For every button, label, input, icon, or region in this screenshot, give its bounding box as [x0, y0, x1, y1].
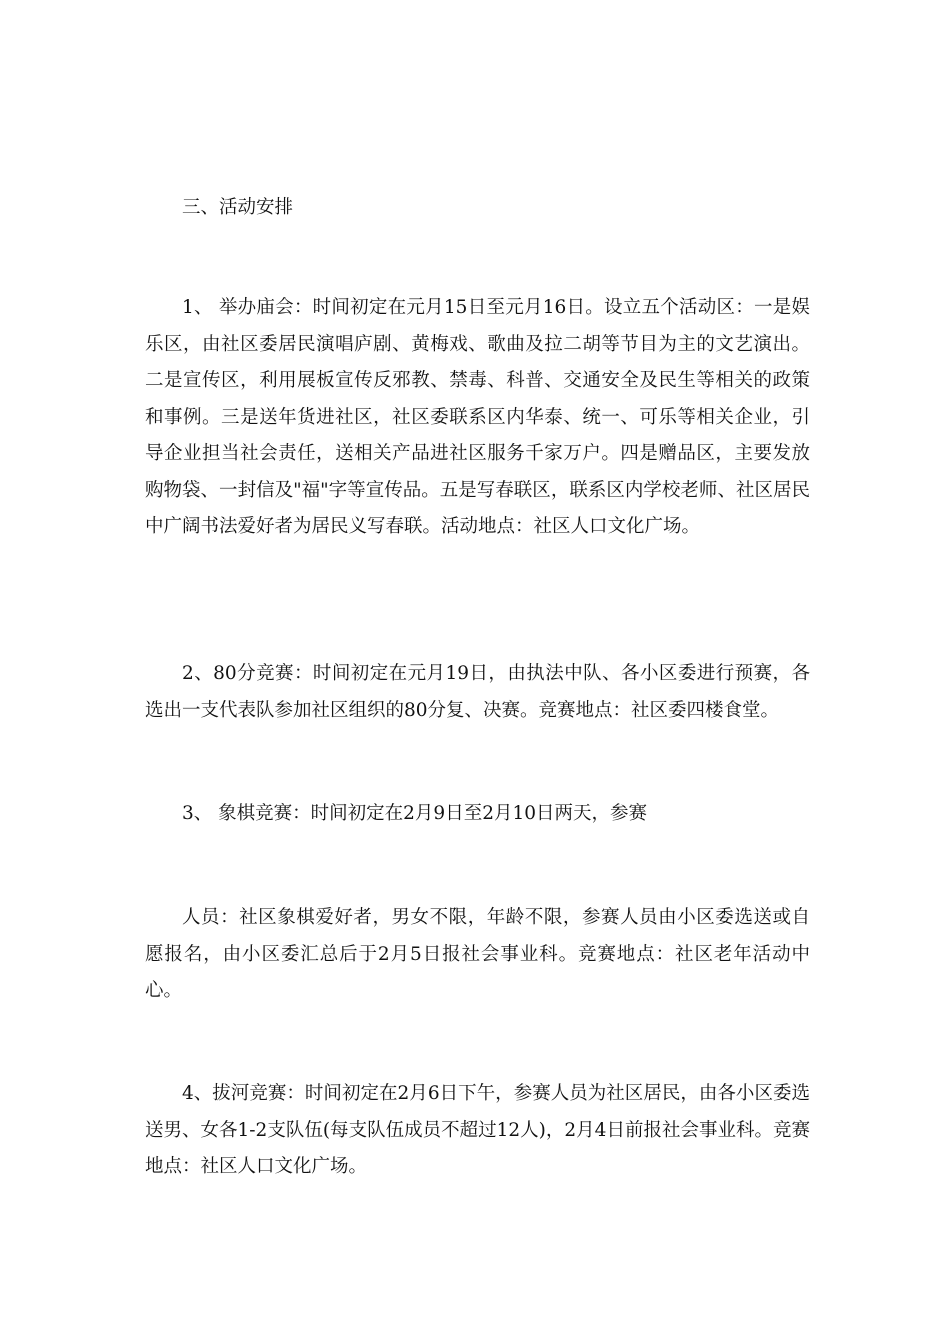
paragraph-chess-contest: 3、 象棋竞赛：时间初定在2月9日至2月10日两天，参赛 [182, 803, 648, 824]
paragraph-temple-fair: 1、 举办庙会：时间初定在元月15日至元月16日。设立五个活动区：一是娱乐区，由社区委居民演唱庐剧、黄梅戏、歌曲及拉二胡等节目为主的文艺演出。二是宣传区，利用展板宣传反邪教、禁毒、科普、交通安全及民生等相关的政策和事例。三是送年货进社区，社区委联系区内华泰、统一、可乐等相关企业，引导企业担当社会责任，送相关产品进社区服务千家万户。四是赠品区，主要发放购物袋、一封信及"福"字等宣传品。五是写春联区，联系区内学校老师、社区居民中广阔书法爱好者为居民义写春联。活动地点：社区人口文化广场。 [145, 297, 810, 537]
paragraph-tug-of-war: 4、拔河竞赛：时间初定在2月6日下午，参赛人员为社区居民，由各小区委选送男、女各1-2支队伍(每支队伍成员不超过12人)，2月4日前报社会事业科。竞赛地点：社区人口文化广场。 [145, 1083, 810, 1177]
paragraph-80-points-contest: 2、80分竞赛：时间初定在元月19日，由执法中队、各小区委进行预赛，各选出一支代表队参加社区组织的80分复、决赛。竞赛地点：社区委四楼食堂。 [145, 663, 810, 721]
section-heading: 三、活动安排 [182, 197, 294, 218]
paragraph-chess-participants: 人员：社区象棋爱好者，男女不限，年龄不限，参赛人员由小区委选送或自愿报名，由小区委汇总后于2月5日报社会事业科。竞赛地点：社区老年活动中心。 [145, 907, 810, 1001]
